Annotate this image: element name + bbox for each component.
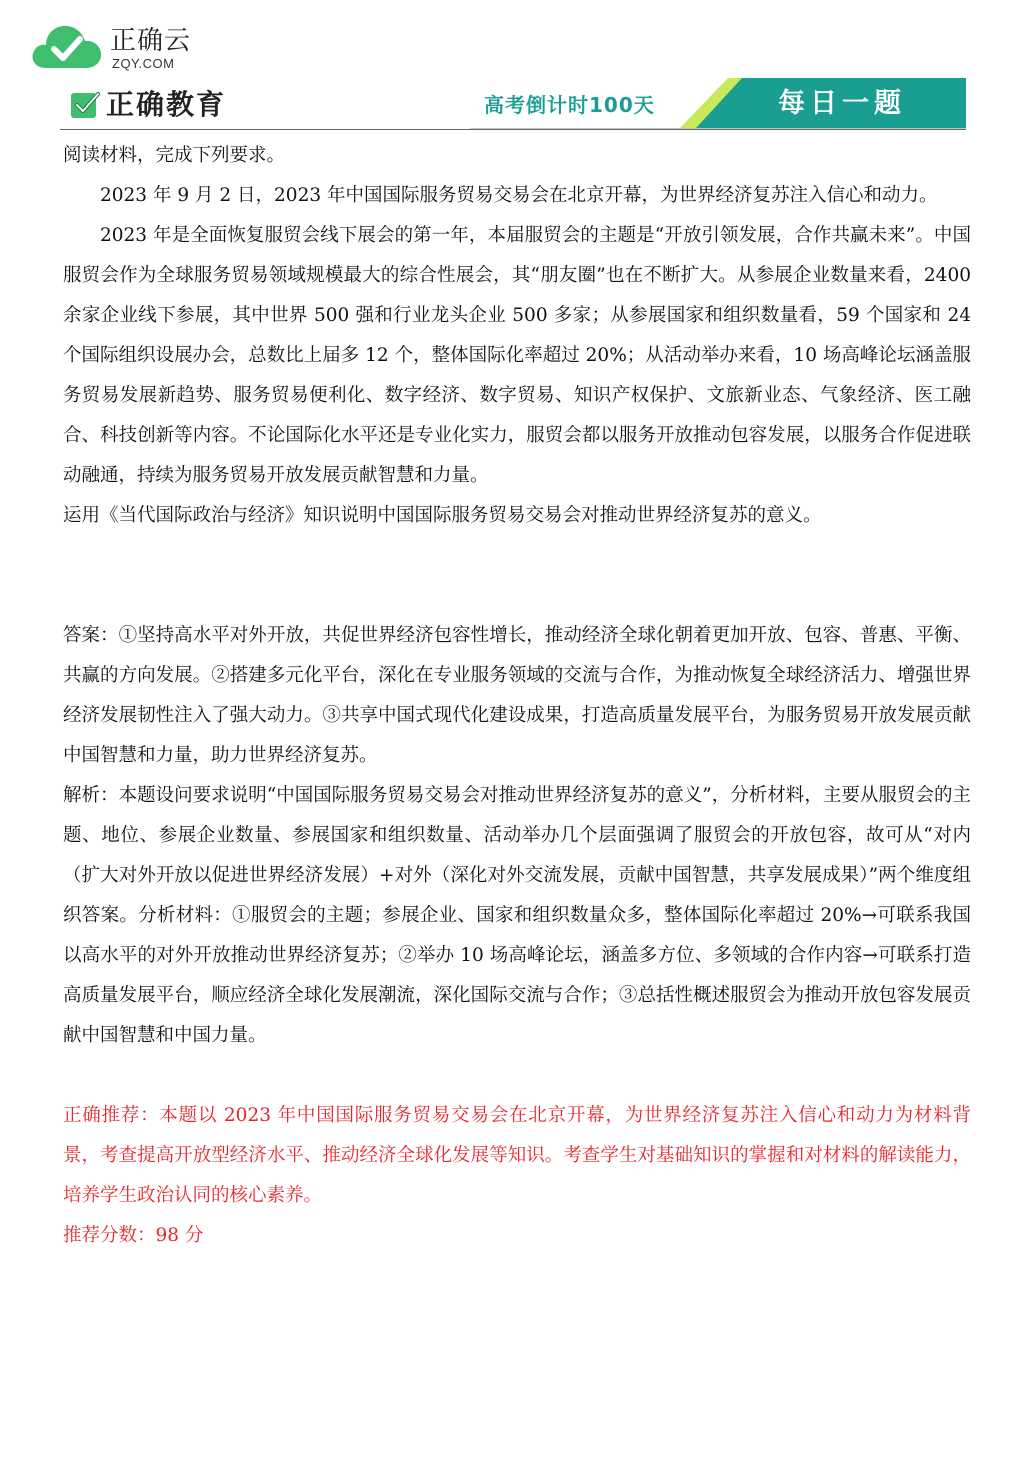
analysis-text: 解析：本题设问要求说明“中国国际服务贸易交易会对推动世界经济复苏的意义”，分析材料，主要从服贸会的主题、地位、参展企业数量、参展国家和组织数量、活动举办几个层面强调了服贸会的开放包容，故可从“对内（扩大对外开放以促进世界经济发展）+对外（深化对外交流发展，贡献中国智慧，共享发展成果）”两个维度组织答案。分析材料：①服贸会的主题；参展企业、国家和组织数量众多，整体国际化率超过 20%→可联系我国以高水平的对外开放推动世界经济复苏；②举办 10 场高峰论坛，涵盖多方位、多领域的合作内容→可联系打造高质量发展平台，顺应经济全球化发展潮流，深化国际交流与合作；③总括性概述服贸会为推动开放包容发展贡献中国智慧和中国力量。 xyxy=(63,785,971,1046)
brand-name: 正确云 xyxy=(110,26,192,56)
instruction: 阅读材料，完成下列要求。 xyxy=(63,145,286,166)
daily-question-label: 每日一题 xyxy=(778,88,906,119)
question-task: 运用《当代国际政治与经济》知识说明中国国际服务贸易交易会对推动世界经济复苏的意义。 xyxy=(63,505,822,526)
spacer xyxy=(63,536,971,616)
header-divider xyxy=(60,129,966,130)
material-paragraph-2: 2023 年是全面恢复服贸会线下展会的第一年，本届服贸会的主题是“开放引领发展，合作共赢未来”。中国服贸会作为全球服务贸易领域规模最大的综合性展会，其“朋友圈”也在不断扩大。从参展企业数量来看，2400 余家企业线下参展，其中世界 500 强和行业龙头企业 500 多家；从参展国家和组织数量看，59 个国家和 24 个国际组织设展办会，总数比上届多 12 个，整体国际化率超过 20%；从活动举办来看，10 场高峰论坛涵盖服务贸易发展新趋势、服务贸易便利化、数字经济、数字贸易、知识产权保护、文旅新业态、气象经济、医工融合、科技创新等内容。不论国际化水平还是专业化实力，服贸会都以服务开放推动包容发展，以服务合作促进联动融通，持续为服务贸易开放发展贡献智慧和力量。 xyxy=(63,225,971,486)
material-paragraph-1: 2023 年 9 月 2 日，2023 年中国国际服务贸易交易会在北京开幕，为世界经济复苏注入信心和动力。 xyxy=(100,185,938,206)
recommend-score: 推荐分数：98 分 xyxy=(63,1225,204,1246)
document-body xyxy=(63,136,971,1256)
answer-text: 答案：①坚持高水平对外开放，共促世界经济包容性增长，推动经济全球化朝着更加开放、包容、普惠、平衡、共赢的方向发展。②搭建多元化平台，深化在专业服务领域的交流与合作，为推动恢复全球经济活力、增强世界经济发展韧性注入了强大动力。③共享中国式现代化建设成果，打造高质量发展平台，为服务贸易开放发展贡献中国智慧和力量，助力世界经济复苏。 xyxy=(63,625,971,766)
zqy-logo xyxy=(30,20,250,80)
recommend-text: 正确推荐：本题以 2023 年中国国际服务贸易交易会在北京开幕，为世界经济复苏注入信心和动力为材料背景，考查提高开放型经济水平、推动经济全球化发展等知识。考查学生对基础知识的掌握和对材料的解读能力，培养学生政治认同的核心素养。 xyxy=(63,1105,971,1206)
countdown-label: 高考倒计时100天 xyxy=(484,93,655,117)
cloud-check-icon xyxy=(30,20,104,72)
check-box-icon xyxy=(70,90,100,120)
spacer xyxy=(63,1056,971,1096)
edu-title: 正确教育 xyxy=(106,88,227,121)
brand-url: ZQY.COM xyxy=(112,56,175,71)
